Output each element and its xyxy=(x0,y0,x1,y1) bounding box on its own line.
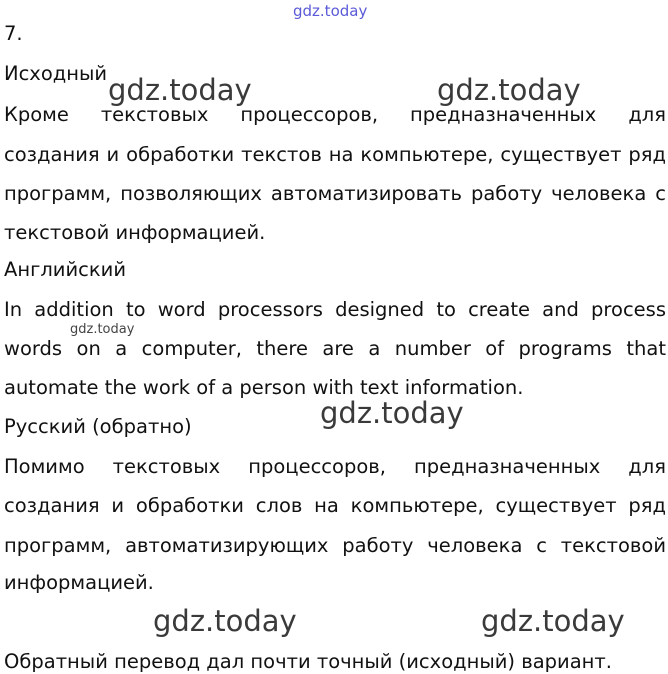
english-line: words on a computer, there are a number of programs that xyxy=(4,337,666,360)
english-line: In addition to word processors designed to create and process xyxy=(4,298,666,321)
source-line: создания и обработки текстов на компьютере, существует ряд xyxy=(4,143,666,166)
english-line: automate the work of a person with text information. xyxy=(4,376,524,399)
watermark: gdz.today xyxy=(108,73,252,107)
source-line: Кроме текстовых процессоров, предназначенных для xyxy=(4,103,666,126)
back-translation-line: информацией. xyxy=(4,571,154,594)
source-line: программ, позволяющих автоматизировать работу человека с xyxy=(4,182,666,205)
source-label: Исходный xyxy=(4,62,108,85)
back-translation-line: Помимо текстовых процессоров, предназначенных для xyxy=(4,455,666,478)
task-number: 7. xyxy=(4,22,23,45)
back-translation-line: программ, автоматизирующих работу человека с текстовой xyxy=(4,534,666,557)
conclusion-text: Обратный перевод дал почти точный (исходный) вариант. xyxy=(4,650,612,673)
back-translation-label: Русский (обратно) xyxy=(4,415,192,438)
watermark: gdz.today xyxy=(153,604,297,638)
source-line: текстовой информацией. xyxy=(4,221,266,244)
watermark: gdz.today xyxy=(481,604,625,638)
watermark: gdz.today xyxy=(320,396,464,430)
watermark: gdz.today xyxy=(293,2,368,20)
watermark: gdz.today xyxy=(437,73,581,107)
watermark: gdz.today xyxy=(70,322,135,337)
back-translation-line: создания и обработки слов на компьютере, существует ряд xyxy=(4,494,666,517)
english-label: Английский xyxy=(4,258,126,281)
